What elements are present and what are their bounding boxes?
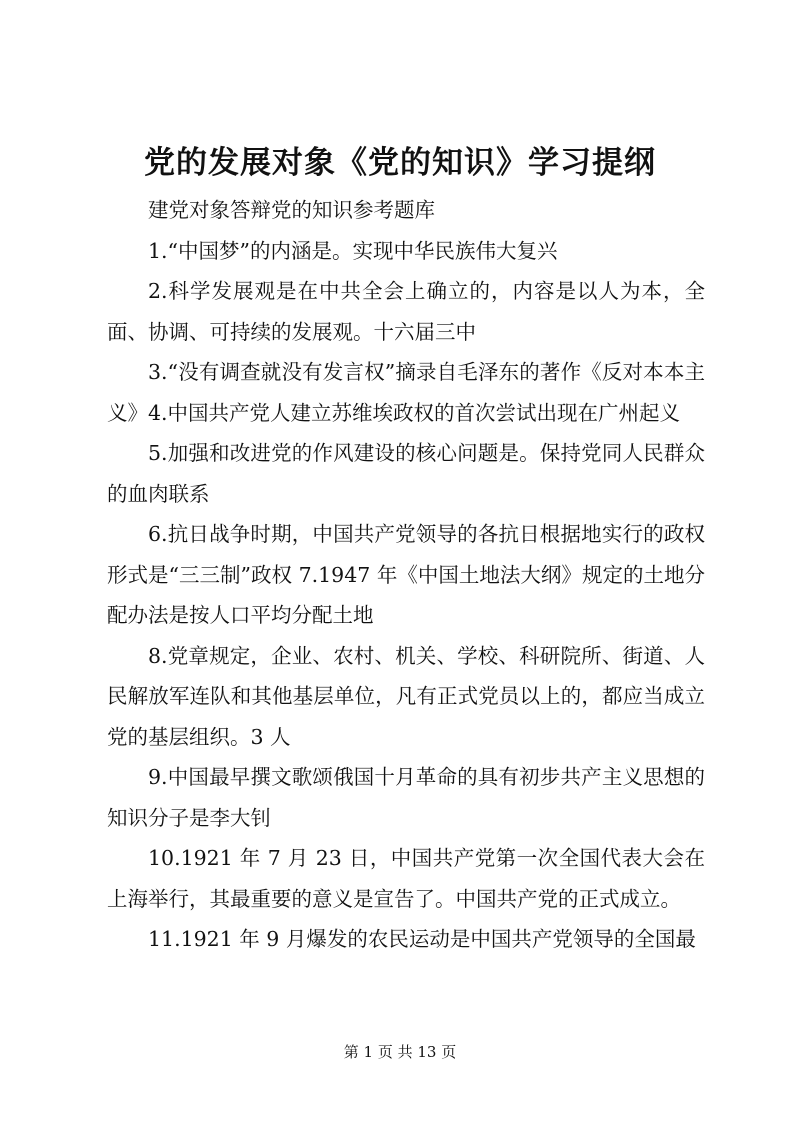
paragraph-item-8: 8.党章规定，企业、农村、机关、学校、科研院所、街道、人民解放军连队和其他基层单位，凡有正式党员以上的，都应当成立党的基层组织。3 人 — [107, 643, 705, 749]
paragraph-item-6-7: 6.抗日战争时期，中国共产党领导的各抗日根据地实行的政权形式是“三三制”政权 7.1947 年《中国土地法大纲》规定的土地分配办法是按人口平均分配土地 — [107, 522, 705, 627]
page-number-footer: 第 1 页 共 13 页 — [343, 1043, 457, 1061]
paragraph-item-1: 1.“中国梦”的内涵是。实现中华民族伟大复兴 — [148, 238, 558, 263]
paragraph-question-bank-heading: 建党对象答辩党的知识参考题库 — [148, 198, 435, 222]
paragraph-item-11: 11.1921 年 9 月爆发的农民运动是中国共产党领导的全国最 — [148, 927, 696, 951]
paragraph-item-3-4: 3.“没有调查就没有发言权”摘录自毛泽东的著作《反对本本主义》4.中国共产党人建立苏维埃政权的首次尝试出现在广州起义 — [107, 360, 705, 425]
paragraph-item-10: 10.1921 年 7 月 23 日，中国共产党第一次全国代表大会在上海举行，其最重要的意义是宣告了。中国共产党的正式成立。 — [107, 846, 705, 911]
paragraph-item-5: 5.加强和改进党的作风建设的核心问题是。保持党同人民群众的血肉联系 — [107, 441, 705, 506]
paragraph-item-2: 2.科学发展观是在中共全会上确立的，内容是以人为本，全面、协调、可持续的发展观。十六届三中 — [107, 279, 705, 344]
document-title: 党的发展对象《党的知识》学习提纲 — [144, 145, 656, 181]
paragraph-item-9: 9.中国最早撰文歌颂俄国十月革命的具有初步共产主义思想的知识分子是李大钊 — [107, 765, 705, 830]
document-body — [107, 190, 705, 960]
